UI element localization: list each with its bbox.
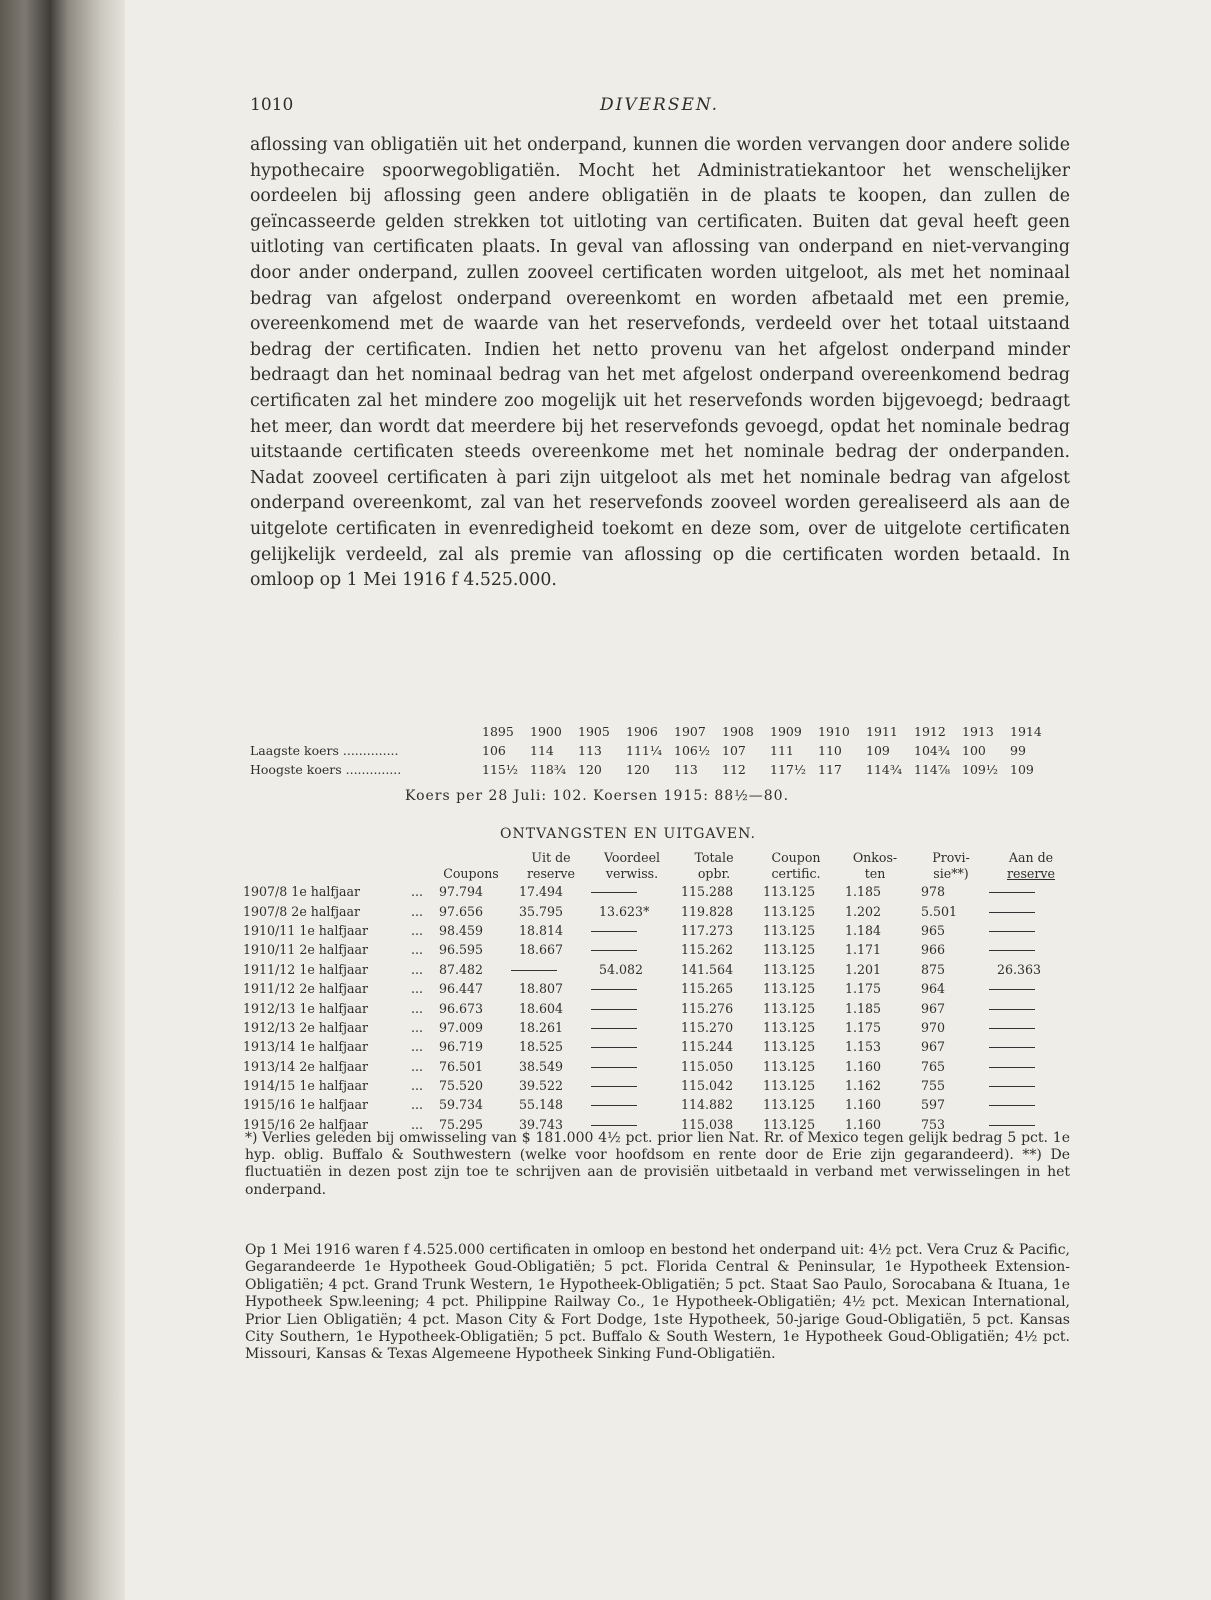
- row-leader-dots: ...: [410, 903, 423, 919]
- year-cell: 1910: [818, 724, 850, 739]
- cell-reserve: 39.522: [519, 1078, 564, 1094]
- empty-cell-dash: [511, 960, 591, 979]
- dash-line: [989, 1067, 1035, 1068]
- table-row: [243, 901, 1073, 920]
- hoogste-koers-label: Hoogste koers ..............: [250, 762, 402, 777]
- table-row: [243, 1018, 1073, 1037]
- dash-line: [989, 950, 1035, 951]
- cell-totaal: 115.262: [681, 942, 734, 958]
- koers-cell: 120: [626, 762, 650, 777]
- body-paragraph: aflossing van obligatiën uit het onderpand, kunnen die worden vervangen door andere solide hypothecaire spoorwegobligatiën. Mocht het Administratiekantoor het wenschelijker oordeelen bij aflossing geen andere obligatiën in de plaats te koopen, dan zullen de geïncasseerde gelden strekken tot uitloting van certificaten. Buiten dat geval heeft geen uitloting van certificaten plaats. In geval van aflossing van onderpand en niet-vervanging door ander onderpand, zullen zooveel certificaten worden uitgeloot, als met het nominaal bedrag van afgelost onderpand overeenkomt en worden afbetaald met een premie, overeenkomend met de waarde van het reservefonds, verdeeld over het totaal uitstaand bedrag der certificaten. Indien het netto provenu van het afgelost onderpand minder bedraagt dan het nominaal bedrag van het met afgelost onderpand overeenkomend bedrag certificaten zal het mindere zoo mogelijk uit het reservefonds worden bijgevoegd; bedraagt het meer, dan wordt dat meerdere bij het reservefonds gevoegd, opdat het nominale bedrag uitstaande certificaten steeds overeenkome met het nominale bedrag der onderpanden. Nadat zooveel certificaten à pari zijn uitgeloot als met het nominale bedrag van afgelost onderpand overeenkomt, zal van het reservefonds zooveel worden gerealiseerd als aan de uitgelote certificaten in evenredigheid toekomt en deze som, over de uitgelote certificaten gelijkelijk verdeeld, zal als premie van aflossing op die certificaten worden betaald. In omloop op 1 Mei 1916 f 4.525.000.: [250, 135, 1070, 591]
- year-cell: 1906: [626, 724, 658, 739]
- koers-cell: 115½: [482, 762, 518, 777]
- koers-cell: 107: [722, 743, 746, 758]
- cell-provisie: 965: [921, 922, 946, 938]
- cell-voordeel: 13.623*: [599, 903, 650, 919]
- empty-cell-dash: [989, 1057, 1073, 1076]
- koers-cell: 111: [770, 743, 794, 758]
- cell-provisie: 753: [921, 1116, 946, 1132]
- koers-cell: 99: [1010, 743, 1026, 758]
- year-cell: 1913: [962, 724, 994, 739]
- cell-coupons: 87.482: [439, 961, 484, 977]
- row-period: 1912/13 2e halfjaar: [243, 1019, 369, 1035]
- koers-cell: 109: [866, 743, 890, 758]
- cell-reserve: 18.667: [519, 942, 564, 958]
- row-period: 1910/11 1e halfjaar: [243, 922, 369, 938]
- row-period: 1915/16 2e halfjaar: [243, 1116, 369, 1132]
- koers-cell: 114: [530, 743, 554, 758]
- cell-coupons: 97.656: [439, 903, 484, 919]
- empty-cell-dash: [591, 998, 673, 1017]
- cell-provisie: 765: [921, 1058, 946, 1074]
- cell-coupon: 113.125: [763, 1097, 816, 1113]
- year-cell: 1911: [866, 724, 898, 739]
- dash-line: [989, 1047, 1035, 1048]
- cell-onkosten: 1.185: [845, 1000, 882, 1016]
- dash-line: [591, 950, 637, 951]
- cell-totaal: 115.050: [681, 1058, 734, 1074]
- cell-coupon: 113.125: [763, 1078, 816, 1094]
- dash-line: [989, 1125, 1035, 1126]
- koers-note: Koers per 28 Juli: 102. Koersen 1915: 88½—80.: [405, 788, 790, 804]
- year-cell: 1914: [1010, 724, 1042, 739]
- row-period: 1907/8 2e halfjaar: [243, 903, 361, 919]
- dash-line: [989, 1105, 1035, 1106]
- table-row: [243, 1037, 1073, 1056]
- row-leader-dots: ...: [410, 1116, 423, 1132]
- empty-cell-dash: [989, 921, 1073, 940]
- cell-totaal: 115.042: [681, 1078, 734, 1094]
- year-cell: 1908: [722, 724, 754, 739]
- cell-onkosten: 1.160: [845, 1097, 882, 1113]
- cell-aan_reserve: 26.363: [997, 961, 1042, 977]
- empty-cell-dash: [591, 882, 673, 901]
- row-leader-dots: ...: [410, 1000, 423, 1016]
- year-cell: 1900: [530, 724, 562, 739]
- empty-cell-dash: [591, 1037, 673, 1056]
- ontvangsten-table: [243, 850, 1073, 1134]
- page-title: DIVERSEN.: [600, 95, 720, 115]
- dash-line: [591, 1105, 637, 1106]
- year-cell: 1905: [578, 724, 610, 739]
- laagste-koers-row: [250, 741, 1070, 760]
- cell-reserve: 17.494: [519, 884, 564, 900]
- dash-line: [989, 989, 1035, 990]
- koers-cell: 109½: [962, 762, 998, 777]
- koers-cell: 113: [578, 743, 602, 758]
- row-period: 1913/14 1e halfjaar: [243, 1039, 369, 1055]
- cell-coupons: 76.501: [439, 1058, 484, 1074]
- koers-cell: 114¾: [866, 762, 902, 777]
- row-period: 1913/14 2e halfjaar: [243, 1058, 369, 1074]
- koers-years-row: [250, 722, 1070, 741]
- koers-cell: 113: [674, 762, 698, 777]
- cell-totaal: 115.276: [681, 1000, 734, 1016]
- cell-coupons: 96.673: [439, 1000, 484, 1016]
- hoogste-koers-row: [250, 760, 1070, 779]
- dash-line: [591, 1125, 637, 1126]
- row-leader-dots: ...: [410, 1097, 423, 1113]
- cell-totaal: 115.265: [681, 981, 734, 997]
- empty-cell-dash: [989, 998, 1073, 1017]
- dash-line: [591, 989, 637, 990]
- book-binding: [0, 0, 125, 1600]
- cell-onkosten: 1.153: [845, 1039, 882, 1055]
- cell-provisie: 964: [921, 981, 946, 997]
- cell-coupon: 113.125: [763, 1116, 816, 1132]
- koers-table: [250, 722, 1070, 779]
- table-header-row: [243, 850, 1073, 882]
- cell-reserve: 18.604: [519, 1000, 564, 1016]
- cell-totaal: 119.828: [681, 903, 734, 919]
- dash-line: [591, 1067, 637, 1068]
- cell-coupon: 113.125: [763, 884, 816, 900]
- col-header-onkosten: Onkos- ten: [852, 850, 898, 881]
- empty-cell-dash: [989, 1037, 1073, 1056]
- empty-cell-dash: [591, 1018, 673, 1037]
- cell-coupons: 96.595: [439, 942, 484, 958]
- col-header-coupon: Coupon certific.: [771, 850, 821, 881]
- cell-onkosten: 1.201: [845, 961, 882, 977]
- row-period: 1907/8 1e halfjaar: [243, 884, 361, 900]
- empty-cell-dash: [591, 979, 673, 998]
- col-header-aan-reserve: Aan de reserve: [1007, 850, 1055, 881]
- cell-coupons: 96.447: [439, 981, 484, 997]
- koers-cell: 117: [818, 762, 842, 777]
- koers-cell: 110: [818, 743, 842, 758]
- cell-onkosten: 1.175: [845, 1019, 882, 1035]
- dash-line: [591, 931, 637, 932]
- cell-reserve: 55.148: [519, 1097, 564, 1113]
- cell-reserve: 18.807: [519, 981, 564, 997]
- empty-cell-dash: [989, 1095, 1073, 1114]
- cell-onkosten: 1.185: [845, 884, 882, 900]
- cell-coupons: 97.009: [439, 1019, 484, 1035]
- table-row: [243, 1095, 1073, 1114]
- table-row: [243, 960, 1073, 979]
- year-cell: 1907: [674, 724, 706, 739]
- dash-line: [591, 892, 637, 893]
- empty-cell-dash: [591, 940, 673, 959]
- cell-provisie: 755: [921, 1078, 946, 1094]
- cell-coupon: 113.125: [763, 903, 816, 919]
- koers-cell: 106½: [674, 743, 710, 758]
- dash-line: [989, 1086, 1035, 1087]
- empty-cell-dash: [591, 1057, 673, 1076]
- cell-provisie: 966: [921, 942, 946, 958]
- col-header-reserve: Uit de reserve: [527, 850, 575, 881]
- page-number: 1010: [250, 95, 294, 115]
- ontvangsten-table-body: [243, 882, 1073, 1134]
- cell-onkosten: 1.202: [845, 903, 882, 919]
- table-row: [243, 1076, 1073, 1095]
- empty-cell-dash: [591, 1095, 673, 1114]
- table-row: [243, 1057, 1073, 1076]
- cell-reserve: 18.525: [519, 1039, 564, 1055]
- cell-coupons: 59.734: [439, 1097, 484, 1113]
- dash-line: [989, 1009, 1035, 1010]
- koers-cell: 114⅞: [914, 762, 950, 777]
- onderpand-paragraph: Op 1 Mei 1916 waren f 4.525.000 certificaten in omloop en bestond het onderpand uit: 4½ pct. Vera Cruz & Pacific, Gegarandeerde 1e Hypotheek Goud-Obligatiën; 5 pct. Florida Central & Peninsular, 1e Hypotheek Extension-Obligatiën; 4 pct. Grand Trunk Western, 1e Hypotheek-Obligatiën; 5 pct. Staat Sao Paulo, Sorocabana & Ituana, 1e Hypotheek Spw.leening; 4 pct. Philippine Railway Co., 1e Hypotheek-Obligatiën; 4½ pct. Mexican International, Prior Lien Obligatiën; 4 pct. Mason City & Fort Dodge, 1ste Hypotheek, 50-jarige Goud-Obligatiën, 5 pct. Kansas City Southern, 1e Hypotheek-Obligatiën; 5 pct. Buffalo & South Western, 1e Hypotheek Goud-Obligatiën; 4½ pct. Missouri, Kansas & Texas Algemeene Hypotheek Sinking Fund-Obligatiën.: [245, 1242, 1070, 1363]
- row-leader-dots: ...: [410, 981, 423, 997]
- dash-line: [989, 892, 1035, 893]
- row-period: 1910/11 2e halfjaar: [243, 942, 369, 958]
- empty-cell-dash: [591, 921, 673, 940]
- cell-provisie: 597: [921, 1097, 946, 1113]
- cell-provisie: 5.501: [921, 903, 958, 919]
- page-header: [250, 95, 1070, 121]
- cell-totaal: 114.882: [681, 1097, 734, 1113]
- dash-line: [989, 931, 1035, 932]
- cell-reserve: 18.814: [519, 922, 564, 938]
- cell-coupon: 113.125: [763, 922, 816, 938]
- empty-cell-dash: [989, 1076, 1073, 1095]
- row-leader-dots: ...: [410, 1019, 423, 1035]
- empty-cell-dash: [989, 882, 1073, 901]
- cell-coupon: 113.125: [763, 961, 816, 977]
- cell-coupon: 113.125: [763, 1058, 816, 1074]
- cell-totaal: 115.244: [681, 1039, 734, 1055]
- cell-voordeel: 54.082: [599, 961, 644, 977]
- cell-coupon: 113.125: [763, 981, 816, 997]
- row-period: 1912/13 1e halfjaar: [243, 1000, 369, 1016]
- cell-provisie: 967: [921, 1039, 946, 1055]
- row-leader-dots: ...: [410, 1078, 423, 1094]
- cell-totaal: 115.270: [681, 1019, 734, 1035]
- cell-onkosten: 1.162: [845, 1078, 882, 1094]
- cell-onkosten: 1.184: [845, 922, 882, 938]
- koers-cell: 118¾: [530, 762, 566, 777]
- cell-provisie: 970: [921, 1019, 946, 1035]
- row-period: 1915/16 1e halfjaar: [243, 1097, 369, 1113]
- koers-cell: 120: [578, 762, 602, 777]
- cell-totaal: 141.564: [681, 961, 734, 977]
- footnote: *) Verlies geleden bij omwisseling van $ 181.000 4½ pct. prior lien Nat. Rr. of Mexico tegen gelijk bedrag 5 pct. 1e hyp. oblig. Buffalo & Southwestern (welke voor hoofdsom en rente door de Erie zijn gegarandeerd). **) De fluctuatiën in dezen post zijn toe te schrijven aan de provisiën uitbetaald in verband met verwisselingen in het onderpand.: [245, 1130, 1070, 1198]
- koers-cell: 106: [482, 743, 506, 758]
- dash-line: [591, 1047, 637, 1048]
- empty-cell-dash: [989, 1018, 1073, 1037]
- koers-cell: 117½: [770, 762, 806, 777]
- cell-onkosten: 1.160: [845, 1058, 882, 1074]
- dash-line: [989, 912, 1035, 913]
- ontvangsten-title: ONTVANGSTEN EN UITGAVEN.: [500, 826, 756, 842]
- laagste-koers-label: Laagste koers ..............: [250, 743, 399, 758]
- cell-reserve: 35.795: [519, 903, 564, 919]
- col-header-coupons: Coupons: [443, 866, 499, 881]
- empty-cell-dash: [591, 1076, 673, 1095]
- koers-cell: 112: [722, 762, 746, 777]
- cell-reserve: 39.743: [519, 1116, 564, 1132]
- row-leader-dots: ...: [410, 884, 423, 900]
- cell-totaal: 117.273: [681, 922, 734, 938]
- empty-cell-dash: [989, 901, 1073, 920]
- dash-line: [591, 1028, 637, 1029]
- row-period: 1911/12 1e halfjaar: [243, 961, 369, 977]
- empty-cell-dash: [989, 940, 1073, 959]
- cell-coupon: 113.125: [763, 1039, 816, 1055]
- cell-totaal: 115.038: [681, 1116, 734, 1132]
- year-cell: 1909: [770, 724, 802, 739]
- cell-onkosten: 1.175: [845, 981, 882, 997]
- cell-coupon: 113.125: [763, 942, 816, 958]
- dash-line: [591, 1086, 637, 1087]
- year-cell: 1912: [914, 724, 946, 739]
- cell-onkosten: 1.160: [845, 1116, 882, 1132]
- row-leader-dots: ...: [410, 961, 423, 977]
- col-header-provisie: Provi- sie**): [932, 850, 970, 881]
- row-leader-dots: ...: [410, 922, 423, 938]
- cell-reserve: 18.261: [519, 1019, 564, 1035]
- col-header-totale: Totale opbr.: [694, 850, 734, 881]
- table-row: [243, 979, 1073, 998]
- cell-coupons: 98.459: [439, 922, 484, 938]
- cell-coupons: 96.719: [439, 1039, 484, 1055]
- koers-cell: 111¼: [626, 743, 662, 758]
- row-period: 1914/15 1e halfjaar: [243, 1078, 369, 1094]
- table-row: [243, 940, 1073, 959]
- dash-line: [989, 1028, 1035, 1029]
- koers-cell: 104¾: [914, 743, 950, 758]
- cell-reserve: 38.549: [519, 1058, 564, 1074]
- row-period: 1911/12 2e halfjaar: [243, 981, 369, 997]
- empty-cell-dash: [989, 979, 1073, 998]
- row-leader-dots: ...: [410, 942, 423, 958]
- year-cell: 1895: [482, 724, 514, 739]
- table-row: [243, 921, 1073, 940]
- cell-provisie: 875: [921, 961, 946, 977]
- col-header-voordeel: Voordeel verwiss.: [603, 850, 661, 881]
- dash-line: [511, 970, 557, 971]
- koers-cell: 100: [962, 743, 986, 758]
- cell-provisie: 978: [921, 884, 946, 900]
- cell-totaal: 115.288: [681, 884, 734, 900]
- koers-cell: 109: [1010, 762, 1034, 777]
- cell-coupons: 75.295: [439, 1116, 484, 1132]
- dash-line: [591, 1009, 637, 1010]
- cell-coupons: 97.794: [439, 884, 484, 900]
- table-row: [243, 882, 1073, 901]
- row-leader-dots: ...: [410, 1058, 423, 1074]
- cell-coupons: 75.520: [439, 1078, 484, 1094]
- cell-onkosten: 1.171: [845, 942, 882, 958]
- row-leader-dots: ...: [410, 1039, 423, 1055]
- cell-provisie: 967: [921, 1000, 946, 1016]
- cell-coupon: 113.125: [763, 1019, 816, 1035]
- cell-coupon: 113.125: [763, 1000, 816, 1016]
- table-row: [243, 998, 1073, 1017]
